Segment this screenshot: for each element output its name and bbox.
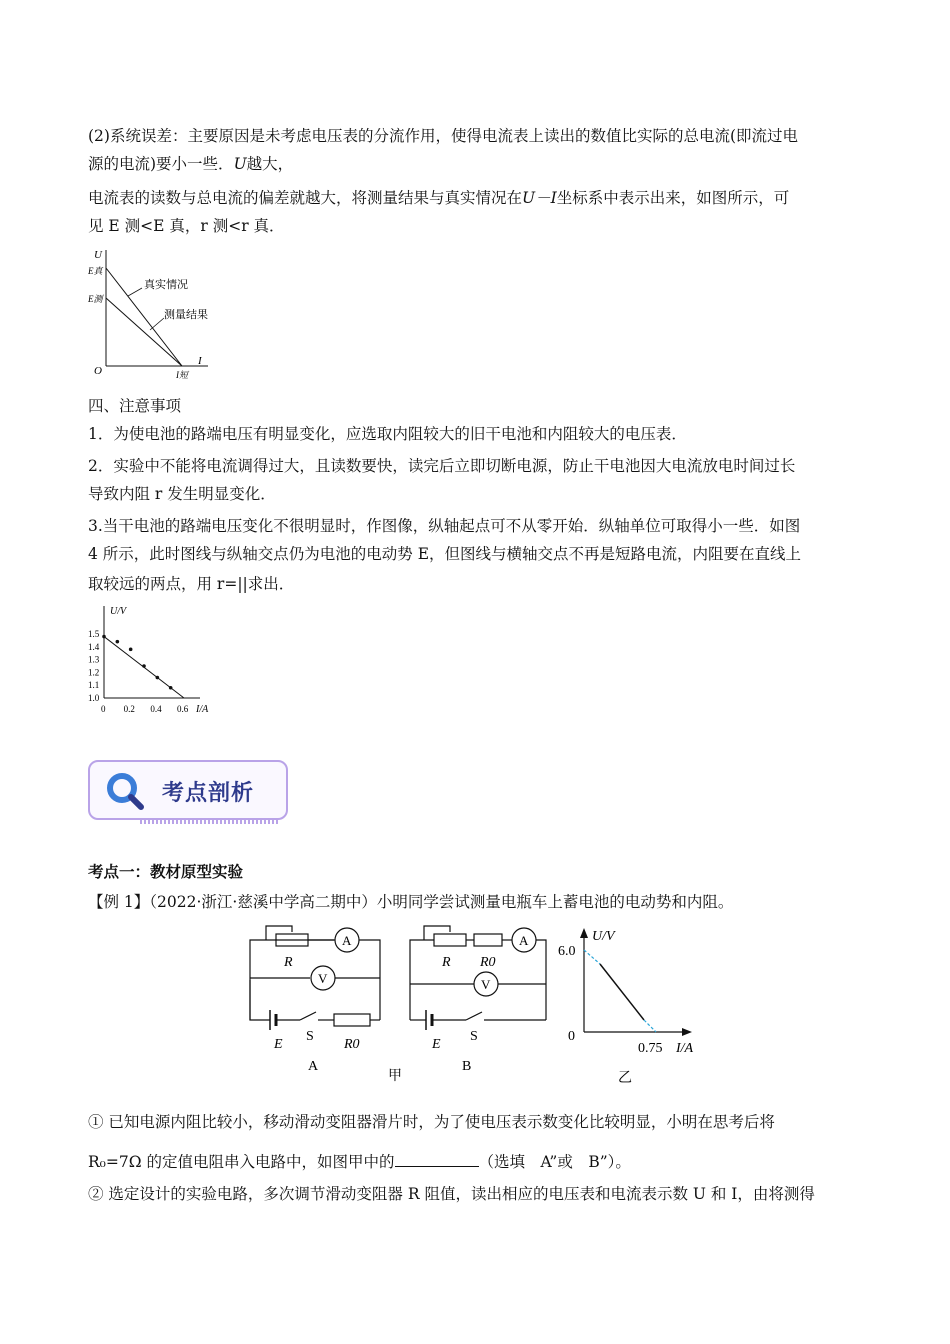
resistor-r-label: R xyxy=(284,955,293,970)
graph-origin: 0 xyxy=(568,1029,575,1044)
resistor-r-label: R xyxy=(442,955,451,970)
y-tick-label: 1.4 xyxy=(88,641,100,652)
battery-e-label: E xyxy=(432,1037,441,1052)
x-tick-label: 0 xyxy=(101,704,106,714)
leader-true xyxy=(128,288,142,296)
data-point xyxy=(169,686,173,690)
voltmeter-label: V xyxy=(481,977,491,992)
origin-label: O xyxy=(94,365,102,377)
y-axis-title: U/V xyxy=(110,606,127,617)
circuit-b-caption: B xyxy=(462,1059,472,1074)
magnifier-icon xyxy=(104,770,146,812)
switch-s-label: S xyxy=(470,1029,478,1044)
true-curve-label: 真实情况 xyxy=(144,279,188,291)
text: 电流表的读数与总电流的偏差就越大，将测量结果与真实情况在 xyxy=(88,189,523,207)
text: （选填 A”或 B”）。 xyxy=(478,1153,631,1171)
circuit-a xyxy=(250,926,380,1030)
resistor-r0-label: R0 xyxy=(480,955,496,970)
section-heading: 四、注意事项 xyxy=(88,397,182,415)
i-short-label: I短 xyxy=(176,370,188,380)
e-true-label: E真 xyxy=(88,266,103,276)
ui-comparison-figure xyxy=(88,244,218,384)
kaodian-title: 考点一：教材原型实验 xyxy=(88,863,244,881)
resistor-r0-label: R0 xyxy=(344,1037,360,1052)
text: 坐标系中表示出来，如图所示，可 xyxy=(556,189,790,207)
banner-box xyxy=(88,760,288,820)
question-1-line: ① 已知电源内阻比较小，移动滑动变阻器滑片时，为了使电压表示数变化比较明显，小明在思考后将 xyxy=(88,1113,775,1131)
data-point xyxy=(116,640,120,644)
section-banner xyxy=(88,760,288,826)
paragraph-line: 3.当干电池的路端电压变化不很明显时，作图像，纵轴起点可不从零开始．纵轴单位可取得小一些．如图 xyxy=(88,517,801,535)
y-tick-label: 1.0 xyxy=(88,693,100,703)
y-axis-label: U xyxy=(94,249,102,261)
figure-jia-caption: 甲 xyxy=(388,1069,402,1084)
text: U－I xyxy=(522,189,557,207)
paragraph-line: 取较远的两点，用 r=||求出． xyxy=(88,575,295,593)
banner-stripe xyxy=(140,820,280,824)
leader-meas xyxy=(150,318,164,330)
graph-yi xyxy=(580,928,692,1036)
x-axis-label: I xyxy=(198,355,202,367)
x-tick-label: 0.4 xyxy=(150,704,162,714)
voltmeter-label: V xyxy=(318,971,328,986)
figure-yi-caption: 乙 xyxy=(618,1071,632,1086)
banner-title: 考点剖析 xyxy=(162,781,255,806)
data-point xyxy=(156,676,160,680)
ammeter-label: A xyxy=(342,933,352,948)
data-point xyxy=(129,648,133,652)
graph-x-axis-label: I/A xyxy=(676,1041,694,1056)
switch-s-label: S xyxy=(306,1029,314,1044)
paragraph-line: 导致内阻 r 发生明显变化． xyxy=(88,485,276,503)
paragraph-line: 4 所示，此时图线与纵轴交点仍为电池的电动势 E，但图线与横轴交点不再是短路电流，内阻要在直线上 xyxy=(88,545,802,563)
data-point xyxy=(102,635,106,639)
y-tick-label: 1.5 xyxy=(88,629,100,639)
paragraph-line: 1．为使电池的路端电压有明显变化，应选取内阻较大的旧干电池和内阻较大的电压表． xyxy=(88,425,687,443)
ui-scatter-chart xyxy=(88,604,228,720)
paragraph-line xyxy=(88,184,868,212)
paragraph-line: (2)系统误差：主要原因是未考虑电压表的分流作用，使得电流表上读出的数值比实际的总电流(即流过电 xyxy=(88,127,799,145)
graph-y-axis-label: U/V xyxy=(592,929,615,944)
ammeter-label: A xyxy=(519,933,529,948)
x-tick-label: 0.6 xyxy=(177,704,189,714)
text: 源的电流)要小一些． xyxy=(88,155,234,173)
circuit-a-caption: A xyxy=(308,1059,319,1074)
paragraph-line: 见 E 测<E 真，r 测<r 真． xyxy=(88,217,285,235)
text: R₀=7Ω 的定值电阻串入电路中，如图甲中的 xyxy=(88,1153,395,1171)
y-tick-label: 1.2 xyxy=(88,667,100,678)
data-point xyxy=(142,664,146,668)
battery-e-label: E xyxy=(274,1037,283,1052)
paragraph-line xyxy=(88,150,868,178)
e-meas-label: E测 xyxy=(88,294,103,304)
graph-y-intercept: 6.0 xyxy=(558,944,576,959)
example-text: 【例 1】（2022·浙江·慈溪中学高二期中）小明同学尝试测量电瓶车上蓄电池的电动势和内阻。 xyxy=(88,893,734,911)
text: U xyxy=(233,155,247,173)
answer-blank[interactable] xyxy=(395,1150,479,1167)
y-tick-label: 1.3 xyxy=(88,654,100,665)
text: 越大， xyxy=(246,155,294,173)
graph-x-intercept: 0.75 xyxy=(638,1041,663,1056)
x-tick-label: 0.2 xyxy=(123,704,135,714)
y-tick-label: 1.1 xyxy=(88,680,100,691)
paragraph-line: 2．实验中不能将电流调得过大，且读数要快，读完后立即切断电源，防止干电池因大电流放电时间过长 xyxy=(88,457,796,475)
circuit-figure xyxy=(230,920,730,1090)
question-2-line: ② 选定设计的实验电路，多次调节滑动变阻器 R 阻值，读出相应的电压表和电流表示数 U 和 I，由将测得 xyxy=(88,1185,815,1203)
measured-curve-label: 测量结果 xyxy=(164,309,208,321)
question-1-line xyxy=(88,1148,868,1176)
x-axis-title: I/A xyxy=(196,704,209,715)
